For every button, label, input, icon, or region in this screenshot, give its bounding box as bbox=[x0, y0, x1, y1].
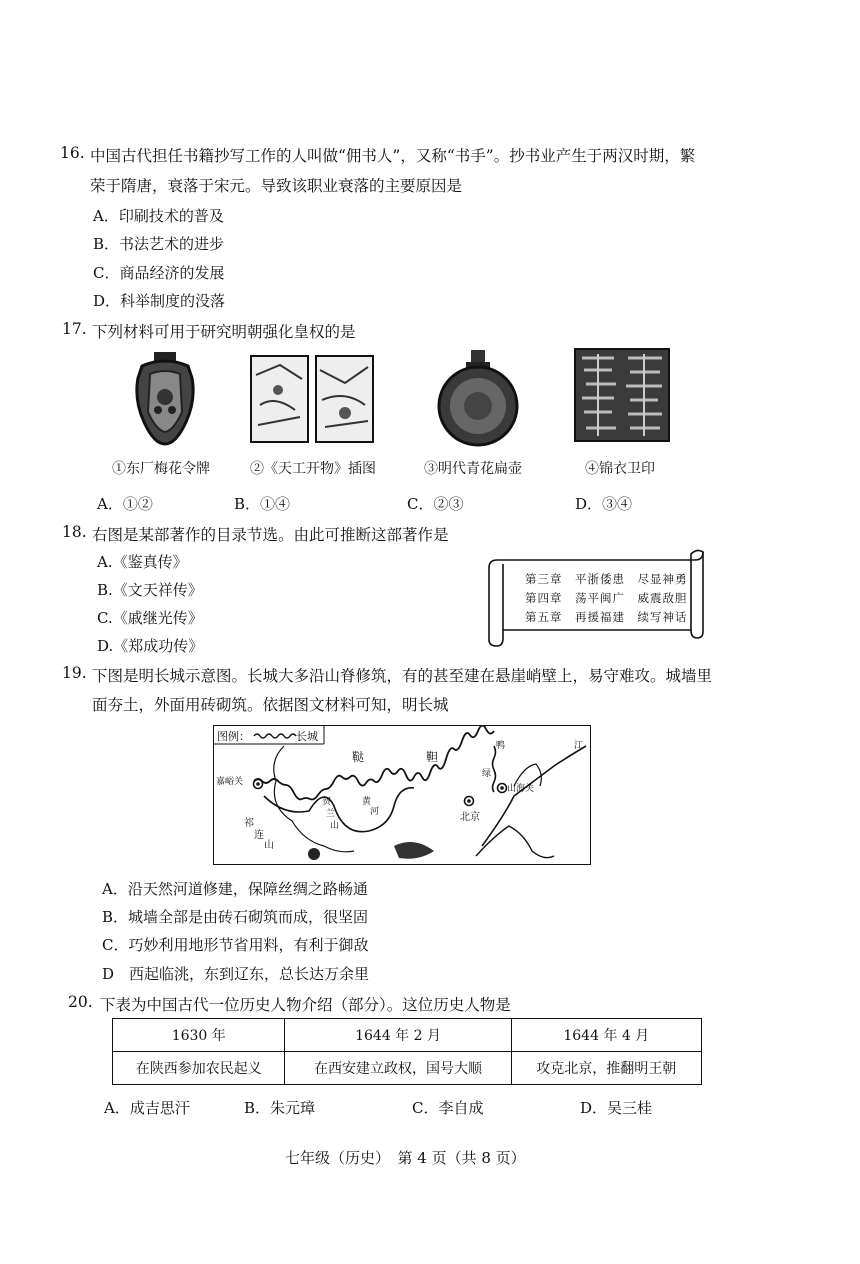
map-label-da: 鞑 bbox=[352, 750, 365, 764]
map-label-lian: 连 bbox=[254, 830, 264, 841]
table-header-cell: 1630 年 bbox=[113, 1019, 285, 1052]
q17-caption-2: ②《天工开物》插图 bbox=[250, 461, 376, 477]
map-label-jiayuguan: 嘉峪关 bbox=[216, 777, 244, 787]
q16-option-b: B．书法艺术的进步 bbox=[93, 235, 225, 253]
q16-stem-line2: 荣于隋唐，衰落于宋元。导致该职业衰落的主要原因是 bbox=[90, 177, 463, 195]
toc-scroll bbox=[485, 548, 707, 648]
q17-caption-1: ①东厂梅花令牌 bbox=[112, 461, 210, 477]
map-legend-title: 图例： bbox=[217, 730, 250, 743]
map-label-qi: 祁 bbox=[244, 818, 254, 829]
map-label-shanhaiguan: 山海关 bbox=[507, 784, 535, 794]
map-label-huang: 黄 bbox=[362, 797, 372, 807]
map-label-lan: 兰 bbox=[326, 809, 336, 819]
map-label-river: 河 bbox=[370, 807, 380, 817]
q20-option-a: A．成吉思汗 bbox=[104, 1099, 190, 1117]
q19-stem-line1: 下图是明长城示意图。长城大多沿山脊修筑，有的甚至建在悬崖峭壁上，易守难攻。城墙里 bbox=[92, 667, 713, 685]
table-header-cell: 1644 年 4 月 bbox=[511, 1019, 701, 1052]
q17-caption-4: ④锦衣卫印 bbox=[585, 461, 655, 477]
q18-stem: 右图是某部著作的目录节选。由此可推断这部著作是 bbox=[92, 526, 449, 544]
q18-option-c: C.《戚继光传》 bbox=[97, 609, 203, 627]
q19-option-d: D 西起临洮，东到辽东，总长达万余里 bbox=[102, 965, 370, 983]
map-label-jiang: 江 bbox=[574, 741, 584, 751]
person-info-table bbox=[112, 1018, 702, 1085]
map-label-shan-2: 山 bbox=[330, 821, 340, 831]
q17-stem: 下列材料可用于研究明朝强化皇权的是 bbox=[92, 323, 356, 341]
q20-number: 20. bbox=[68, 993, 93, 1011]
q19-option-c: C．巧妙利用地形节省用料，有利于御敌 bbox=[102, 936, 369, 954]
map-label-he: 贺 bbox=[322, 797, 332, 807]
q18-option-d: D.《郑成功传》 bbox=[97, 637, 204, 655]
q19-stem-line2: 面夯土，外面用砖砌筑。依据图文材料可知，明长城 bbox=[92, 696, 449, 714]
q18-number: 18. bbox=[62, 523, 87, 541]
table-row bbox=[113, 1019, 702, 1052]
q18-option-a: A.《鉴真传》 bbox=[97, 553, 188, 571]
toc-chapter-5: 第五章 再援福建 续写神话 bbox=[525, 610, 688, 624]
plum-token-image bbox=[130, 352, 200, 447]
q16-number: 16. bbox=[60, 144, 85, 162]
page-footer: 七年级（历史） 第 4 页（共 8 页） bbox=[285, 1149, 526, 1167]
great-wall-map bbox=[213, 725, 591, 865]
tiangong-kaiwu-illustration bbox=[250, 355, 375, 445]
table-cell: 攻克北京，推翻明王朝 bbox=[511, 1052, 701, 1085]
q17-option-c: C．②③ bbox=[407, 495, 464, 513]
q19-number: 19. bbox=[62, 664, 87, 682]
q17-number: 17. bbox=[62, 320, 87, 338]
q20-option-b: B．朱元璋 bbox=[244, 1099, 316, 1117]
table-row bbox=[113, 1052, 702, 1085]
q20-option-c: C．李自成 bbox=[412, 1099, 484, 1117]
q17-option-a: A．①② bbox=[97, 495, 153, 513]
toc-chapter-3: 第三章 平浙倭患 尽显神勇 bbox=[525, 572, 688, 586]
table-cell: 在西安建立政权，国号大顺 bbox=[285, 1052, 511, 1085]
map-label-dan: 靼 bbox=[426, 750, 439, 764]
table-header-cell: 1644 年 2 月 bbox=[285, 1019, 511, 1052]
map-label-shan-1: 山 bbox=[264, 840, 274, 851]
table-cell: 在陕西参加农民起义 bbox=[113, 1052, 285, 1085]
q17-option-d: D．③④ bbox=[575, 495, 633, 513]
q16-option-c: C．商品经济的发展 bbox=[93, 264, 225, 282]
q20-option-d: D．吴三桂 bbox=[580, 1099, 653, 1117]
q17-caption-3: ③明代青花扁壶 bbox=[424, 461, 522, 477]
map-label-beijing: 北京 bbox=[460, 812, 480, 823]
q19-option-b: B．城墙全部是由砖石砌筑而成，很坚固 bbox=[102, 908, 369, 926]
q17-option-b: B．①④ bbox=[234, 495, 291, 513]
q16-stem-line1: 中国古代担任书籍抄写工作的人叫做“佣书人”，又称“书手”。抄书业产生于两汉时期，繁 bbox=[90, 147, 696, 165]
jinyiwei-seal-image bbox=[574, 348, 670, 443]
q20-stem: 下表为中国古代一位历史人物介绍（部分）。这位历史人物是 bbox=[100, 996, 511, 1014]
q18-option-b: B.《文天祥传》 bbox=[97, 581, 203, 599]
blue-white-flask-image bbox=[433, 350, 523, 448]
q16-option-d: D．科举制度的没落 bbox=[93, 292, 226, 310]
map-label-ya: 鸭 bbox=[496, 741, 506, 751]
q16-option-a: A．印刷技术的普及 bbox=[93, 207, 224, 225]
toc-chapter-4: 第四章 荡平闽广 威震敌胆 bbox=[525, 591, 688, 605]
map-label-lu: 绿 bbox=[482, 769, 492, 779]
q19-option-a: A．沿天然河道修建，保障丝绸之路畅通 bbox=[102, 880, 368, 898]
map-legend-item: 长城 bbox=[296, 730, 318, 743]
